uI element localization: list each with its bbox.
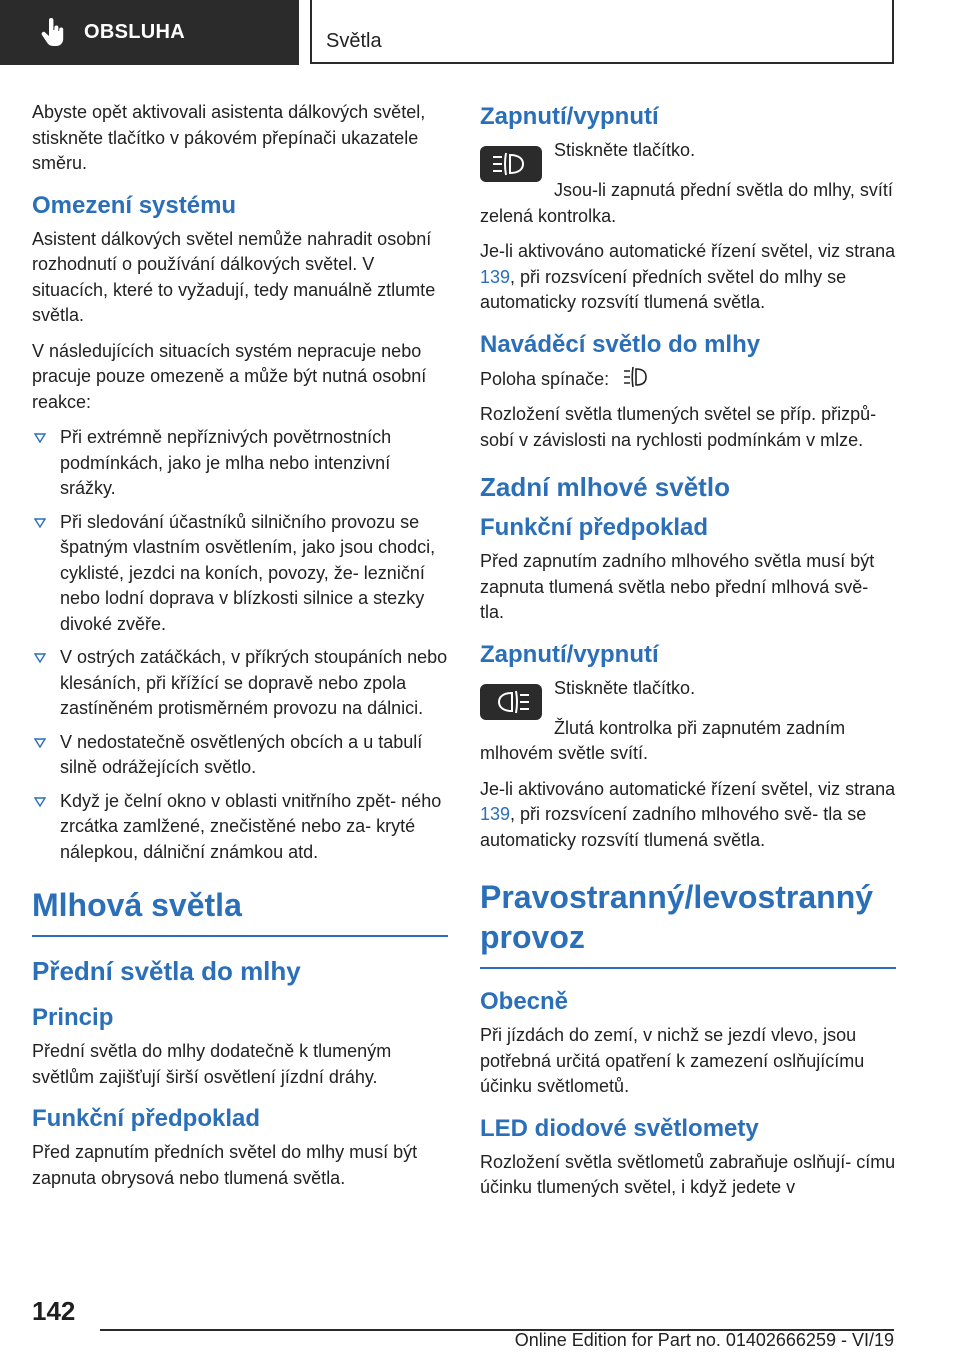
rear-fog-button-row [480, 676, 896, 720]
led-paragraph: Rozložení světla světlometů zabraňuje oslňují- címu účinku tlumených světel, i když jedete v [480, 1151, 896, 1197]
heading-rule [480, 967, 896, 969]
limits-paragraph-1: Asistent dálkových světel nemůže nahradit osobní rozhodnutí o používání dálkových světel. V situacích, které to vyžadují, tedy manuálně ztlumte světla. [32, 228, 436, 325]
rear-fog-press-text: Stiskněte tlačítko. [554, 677, 696, 698]
precondition-heading: Funkční předpoklad [32, 1105, 261, 1132]
rear-fog-button [480, 684, 542, 720]
list-item [32, 730, 448, 781]
list-item-text: V nedostatečně osvětlených obcích a u tabulí silně odrážejících světlo. [60, 731, 423, 777]
front-fog-button-row [480, 138, 896, 182]
list-item [32, 510, 448, 638]
bullet-triangle-icon [34, 518, 46, 528]
auto-text-b: , při rozsvícení zadního mlhového svě- tla se automaticky rozsvítí tlumená světla. [480, 804, 867, 850]
traffic-side-heading: Pravostranný/levostranný provoz [480, 879, 874, 955]
section-title: OBSLUHA [84, 21, 185, 43]
onoff-heading-rear: Zapnutí/vypnutí [480, 640, 659, 668]
front-fog-heading: Přední světla do mlhy [32, 956, 301, 986]
chapter-title: Světla [326, 30, 382, 52]
guide-light-paragraph: Rozložení světla tlumených světel se příp. přizpů- sobí v závislosti na rychlosti podmínkám v mlze. [480, 404, 877, 450]
principle-paragraph: Přední světla do mlhy dodatečně k tlumeným světlům zajišťují širší osvětlení jízdní dráhy. [32, 1041, 392, 1087]
guide-fog-switch-icon [622, 366, 648, 388]
auto-text-a: Je-li aktivováno automatické řízení světel, viz strana [480, 778, 896, 799]
rear-fog-indicator-text: Žlutá kontrolka při zapnutém zadním mlhovém světle svítí. [480, 717, 846, 763]
limits-list [32, 425, 448, 865]
auto-text-b: , při rozsvícení předních světel do mlhy se automaticky rozsvítí tlumená světla. [480, 266, 847, 312]
rear-fog-heading: Zadní mlhové světlo [480, 472, 730, 502]
precondition-paragraph: Před zapnutím předních světel do mlhy musí být zapnuta obrysová nebo tlumená světla. [32, 1142, 418, 1188]
rear-precondition-heading: Funkční předpoklad [480, 514, 709, 541]
heading-rule [32, 935, 448, 937]
right-column [480, 100, 896, 1211]
auto-text-a: Je-li aktivováno automatické řízení světel, viz strana [480, 241, 896, 261]
list-item [32, 645, 448, 722]
onoff-heading-front: Zapnutí/vypnutí [480, 103, 659, 130]
general-heading: Obecně [480, 988, 569, 1015]
limits-heading: Omezení systému [32, 191, 237, 219]
switch-position-line [480, 366, 896, 393]
front-fog-indicator-text: Jsou-li zapnutá přední světla do mlhy, svítí zelená kontrolka. [480, 180, 893, 226]
general-paragraph: Při jízdách do zemí, v nichž se jezdí vlevo, jsou potřebná určitá opatření k zamezení oslňujícímu účinku světlometů. [480, 1025, 865, 1096]
hand-pointer-icon [40, 18, 66, 48]
list-item [32, 425, 448, 502]
rear-precondition-paragraph: Před zapnutím zadního mlhového světla musí být zapnuta tlumená světla nebo přední mlhová svě- tla. [480, 551, 875, 622]
bullet-triangle-icon [34, 653, 46, 663]
bullet-triangle-icon [34, 797, 46, 807]
guide-light-heading: Naváděcí světlo do mlhy [480, 330, 761, 358]
section-tab [0, 0, 299, 65]
list-item-text: Při sledování účastníků silničního provozu se špatným vlastním osvětlením, jako jsou chodci, cyklisté, jezdci na koních, povozy, že- lezniční nebo lodní doprava v blízkosti silnice a stezky divoké zvěře. [60, 511, 436, 634]
principle-heading: Princip [32, 1004, 114, 1031]
list-item-text: Když je čelní okno v oblasti vnitřního zpět- ného zrcátka zamlžené, znečistěné nebo za- kryté nálepkou, dálniční známkou atd. [60, 790, 442, 862]
led-heading: LED diodové světlomety [480, 1114, 759, 1142]
page-link-139[interactable]: 139 [480, 266, 511, 287]
switch-position-label: Poloha spínače: [480, 368, 610, 389]
list-item-text: Při extrémně nepříznivých povětrnostních podmínkách, jako je mlha nebo intenzivní srážky. [60, 427, 392, 498]
chapter-tab [310, 0, 894, 64]
limits-paragraph-2: V následujících situacích systém nepracuje nebo pracuje pouze omezeně a může být nutná osobní reakce: [32, 340, 427, 412]
front-fog-light-icon [491, 151, 531, 177]
edition-note: Online Edition for Part no. 01402666259 - VI/19 [514, 1330, 894, 1350]
fog-lights-heading: Mlhová světla [32, 887, 242, 923]
rear-fog-auto-paragraph [480, 777, 896, 854]
front-fog-auto-paragraph [480, 239, 896, 316]
list-item-text: V ostrých zatáčkách, v příkrých stoupáních nebo klesáních, při křížící se dopravě nebo zpola zastíněném protisměrném provozu na dálnici. [60, 647, 448, 718]
front-fog-press-text: Stiskněte tlačítko. [554, 140, 696, 160]
page-link-139[interactable]: 139 [480, 804, 511, 824]
rear-fog-light-icon [491, 689, 531, 715]
intro-paragraph: Abyste opět aktivovali asistenta dálkových světel, stiskněte tlačítko v pákovém přepínači ukazatele směru. [32, 102, 426, 173]
page-number: 142 [32, 1296, 76, 1326]
list-item [32, 789, 448, 866]
bullet-triangle-icon [34, 433, 46, 443]
front-fog-button [480, 146, 542, 182]
left-column [32, 100, 448, 1201]
bullet-triangle-icon [34, 738, 46, 748]
